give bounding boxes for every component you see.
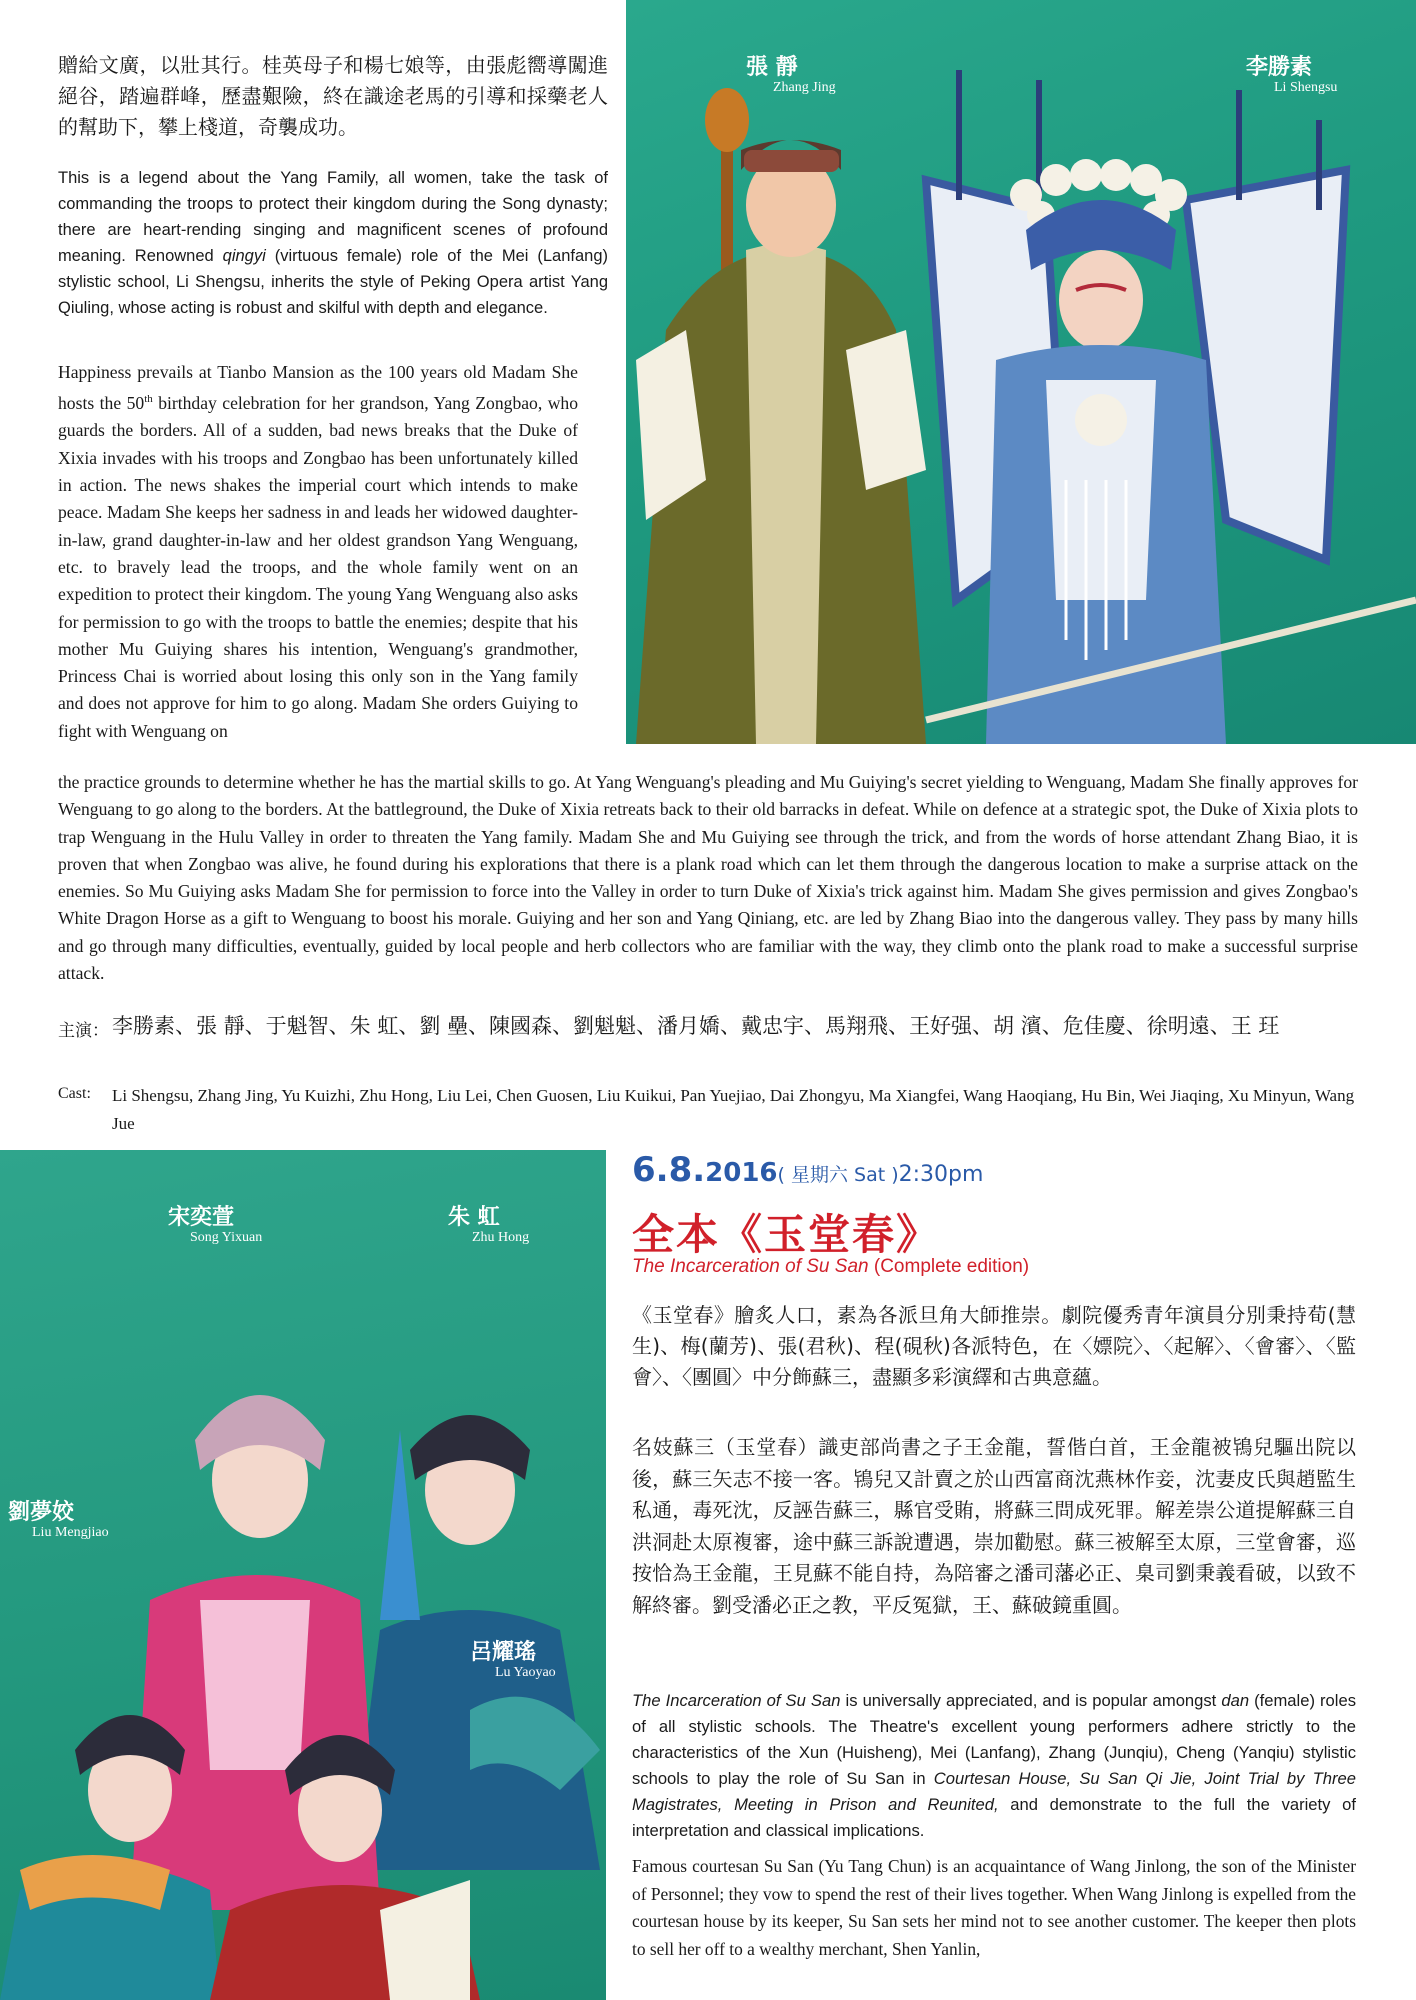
- show-date: [632, 1150, 983, 1190]
- cast-label-en: Cast:: [58, 1085, 91, 1102]
- bottom-performers-photo: [0, 1150, 606, 2000]
- show-date-time: 2:30pm: [898, 1162, 984, 1187]
- top-photo-illustration: [626, 0, 1416, 744]
- show-date-weekday: ( 星期六 Sat ): [777, 1164, 899, 1186]
- performer-name-en: Lu Yaoyao: [495, 1665, 556, 1680]
- intro-english-paragraph: This is a legend about the Yang Family, all women, take the task of commanding the troops to protect their kingdom during the Song dynasty; there are heart-rending singing and magnificent scenes of profound meaning. Renowned qingyi (virtuous female) role of the Mei (Lanfang) stylistic school, Li Shengsu, inherits the style of Peking Opera artist Yang Qiuling, whose acting is robust and skilful with depth and elegance.: [58, 169, 609, 317]
- show-title-en: The Incarceration of Su San (Complete edition): [632, 1256, 1030, 1277]
- performer-name-en: Zhu Hong: [472, 1230, 530, 1245]
- cast-list-en: Li Shengsu, Zhang Jing, Yu Kuizhi, Zhu Hong, Liu Lei, Chen Guosen, Liu Kuikui, Pan Yuejiao, Dai Zhongyu, Ma Xiangfei, Wang Haoqiang, Hu Bin, Wei Jiaqing, Xu Minyun, Wang Jue: [112, 1086, 1355, 1133]
- show-plot-zh: 名妓蘇三（玉堂春）識吏部尚書之子王金龍，誓偕白首，王金龍被鴇兒驅出院以後，蘇三矢志不接一客。鴇兒又計賣之於山西富商沈燕林作妾，沈妻皮氏與趙監生私通，毒死沈，反誣告蘇三，縣官受賄，將蘇三問成死罪。解差崇公道提解蘇三自洪洞赴太原複審，途中蘇三訴說遭遇，崇加勸慰。蘇三被解至太原，三堂會審，巡按恰為王金龍，王見蘇不能自持，為陪審之潘司藩必正、臬司劉秉義看破，以致不解終審。劉受潘必正之教，平反冤獄，王、蘇破鏡重圓。: [632, 1435, 1356, 1617]
- performer-name-en: Song Yixuan: [190, 1230, 263, 1245]
- performer-name-zh: 朱 虹: [448, 1205, 500, 1230]
- cast-list-zh: 李勝素、張 靜、于魁智、朱 虹、劉 壘、陳國森、劉魁魁、潘月嬌、戴忠宇、馬翔飛、王好强、胡 濱、危佳慶、徐明遠、王 玨: [112, 1014, 1280, 1038]
- performer-name-en: Liu Mengjiao: [32, 1525, 109, 1540]
- show-plot-en: Famous courtesan Su San (Yu Tang Chun) is an acquaintance of Wang Jinlong, the son of the Minister of Personnel; they vow to spend the rest of their lives together. When Wang Jinlong is expelled from the courtesan house by its keeper, Su San sets her mind not to see another customer. The keeper then plots to sell her off to a wealthy merchant, Shen Yanlin,: [632, 1856, 1356, 1959]
- synopsis-paragraph-continued: the practice grounds to determine whether he has the martial skills to go. At Yang Wenguang's pleading and Mu Guiying's secret yielding to Wenguang, Madam She finally approves for Wenguang to go along to the borders. At the battleground, the Duke of Xixia retreats back to their old barracks in defeat. While on defence at a strategic spot, the Duke of Xixia plots to trap Wenguang in the Hulu Valley in order to threaten the Yang family. Madam She and Mu Guiying see through the trick, and from the words of horse attendant Zhang Biao, it is proven that when Zongbao was alive, he found during his explorations that there is a plank road which can let them through the dangerous location to make a surprise attack on the enemies. So Mu Guiying asks Madam She for permission to force into the Valley in order to turn Duke of Xixia's trick against him. Madam She gives permission and gives Zongbao's White Dragon Horse as a gift to Wenguang to boost his morale. Guiying and her son and Yang Qiniang, etc. are led by Zhang Biao into the dangerous valley. They pass by many hills and go through many difficulties, eventually, guided by local people and herb collectors who are familiar with the way, they climb onto the plank road to make a successful surprise attack.: [58, 772, 1358, 984]
- performer-name-en: Zhang Jing: [773, 80, 836, 95]
- show-date-day: 6.8.: [632, 1150, 706, 1190]
- performer-name-zh: 宋奕萱: [168, 1205, 235, 1230]
- performer-name-en: Li Shengsu: [1274, 80, 1338, 95]
- show-date-year: 2016: [705, 1158, 778, 1188]
- top-performers-photo: [626, 0, 1416, 744]
- synopsis-paragraph: Happiness prevails at Tianbo Mansion as the 100 years old Madam She hosts the 50th birthday celebration for her grandson, Yang Zongbao, who guards the borders. All of a sudden, bad news breaks that the Duke of Xixia invades with his troops and Zongbao has been unfortunately killed in action. The news shakes the imperial court which intends to make peace. Madam She keeps her sadness in and leads her widowed daughter-in-law, grand daughter-in-law and her oldest grandson Yang Wenguang, etc. to bravely lead the troops, and the whole family went on an expedition to protect their kingdom. The young Yang Wenguang also asks for permission to go with the troops to battle the enemies; despite that his mother Mu Guiying shares his intention, Wenguang's grandmother, Princess Chai is worried about losing this only son in the Yang family and does not approve for him to go along. Madam She orders Guiying to fight with Wenguang on: [58, 362, 579, 741]
- show-title-zh: 全本《玉堂春》: [632, 1210, 941, 1259]
- performer-name-zh: 李勝素: [1246, 55, 1313, 80]
- show-description-zh: 《玉堂春》膾炙人口，素為各派旦角大師推崇。劇院優秀青年演員分別秉持荀(慧生)、梅(蘭芳)、張(君秋)、程(硯秋)各派特色，在〈嫖院〉、〈起解〉、〈會審〉、〈監會〉、〈團圓〉中分飾蘇三，盡顯多彩演繹和古典意蘊。: [632, 1303, 1356, 1389]
- intro-chinese-paragraph: 贈給文廣，以壯其行。桂英母子和楊七娘等，由張彪嚮導闖進絕谷，踏遍群峰，歷盡艱險，終在識途老馬的引導和採藥老人的幫助下，攀上棧道，奇襲成功。: [58, 53, 608, 139]
- bottom-photo-illustration: [0, 1150, 606, 2000]
- performer-name-zh: 張 靜: [746, 55, 798, 80]
- performer-name-zh: 劉夢姣: [8, 1500, 75, 1525]
- performer-name-zh: 呂耀瑤: [470, 1640, 537, 1665]
- cast-label-zh: 主演：: [58, 1021, 109, 1041]
- show-description-en: The Incarceration of Su San is universally appreciated, and is popular amongst dan (female) roles of all stylistic schools. The Theatre's excellent young performers adhere strictly to the characteristics of the Xun (Huisheng), Mei (Lanfang), Zhang (Junqiu), Cheng (Yanqiu) stylistic schools to play the role of Su San in Courtesan House, Su San Qi Jie, Joint Trial by Three Magistrates, Meeting in Prison and Reunited, and demonstrate to the full the variety of interpretation and classical implications.: [632, 1691, 1357, 1840]
